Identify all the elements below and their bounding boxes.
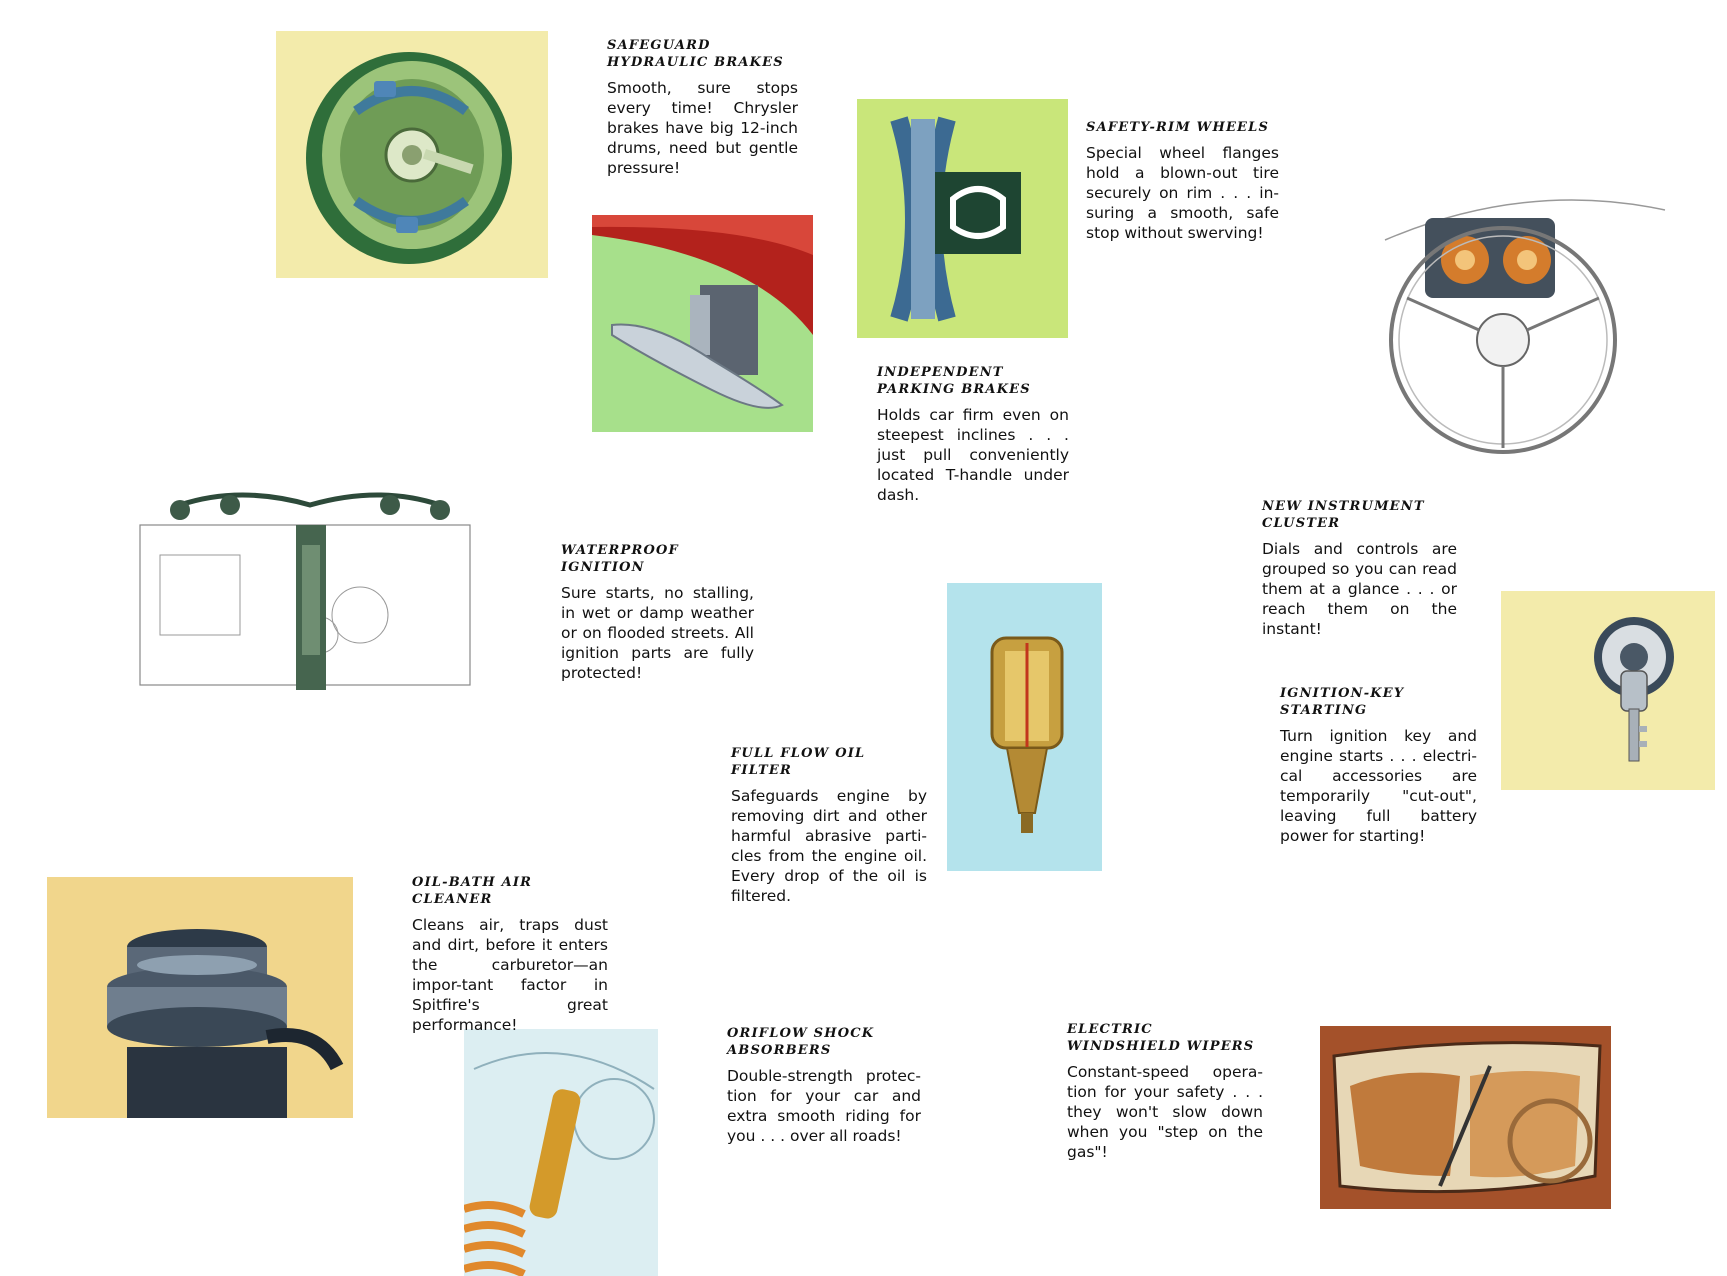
feature-full-flow-oil-filter bbox=[731, 745, 927, 906]
brake-drum-illustration bbox=[276, 31, 548, 278]
feature-title: FULL FLOW OIL FILTER bbox=[731, 746, 866, 778]
feature-oil-bath-air-cleaner bbox=[412, 874, 608, 1035]
feature-title: ORIFLOW SHOCK ABSORBERS bbox=[727, 1026, 875, 1058]
feature-title: OIL-BATH AIR CLEANER bbox=[412, 875, 533, 907]
parking-brake-illustration bbox=[592, 215, 813, 432]
feature-safety-rim-wheels bbox=[1086, 119, 1279, 243]
feature-description: Constant-speed opera-tion for your safety . . . they won't slow down when you "step on the gas"! bbox=[1067, 1063, 1263, 1161]
safety-rim-wheel-illustration bbox=[857, 99, 1068, 338]
feature-title: NEW INSTRUMENT CLUSTER bbox=[1262, 499, 1425, 531]
feature-title: ELECTRIC WINDSHIELD WIPERS bbox=[1067, 1022, 1255, 1054]
feature-description: Cleans air, traps dust and dirt, before it enters the carburetor—an impor-tant factor in Spitfire's great performance! bbox=[412, 916, 608, 1034]
feature-new-instrument-cluster bbox=[1262, 498, 1457, 639]
feature-waterproof-ignition bbox=[561, 542, 754, 683]
feature-title: SAFEGUARD HYDRAULIC BRAKES bbox=[607, 38, 784, 70]
feature-electric-windshield-wipers bbox=[1067, 1021, 1263, 1162]
feature-description: Safeguards engine by removing dirt and other harmful abrasive parti-cles from the engine oil. Every drop of the oil is filtered. bbox=[731, 787, 927, 905]
shock-absorber-illustration bbox=[464, 1029, 658, 1276]
feature-description: Holds car firm even on steepest inclines . . . just pull conveniently located T-handle under dash. bbox=[877, 406, 1069, 504]
feature-description: Special wheel flanges hold a blown-out tire securely on rim . . . in-suring a smooth, safe stop without swerving! bbox=[1086, 144, 1279, 242]
feature-independent-parking-brakes bbox=[877, 364, 1069, 505]
feature-description: Turn ignition key and engine starts . . . electri-cal accessories are temporarily "cut-out", leaving full battery power for starting! bbox=[1280, 727, 1477, 845]
windshield-wipers-illustration bbox=[1320, 1026, 1611, 1209]
instrument-cluster-illustration bbox=[1375, 180, 1675, 462]
feature-title: WATERPROOF IGNITION bbox=[561, 543, 679, 575]
feature-description: Sure starts, no stalling, in wet or damp weather or on flooded streets. All ignition parts are fully protected! bbox=[561, 584, 754, 682]
oil-filter-illustration bbox=[947, 583, 1102, 871]
waterproof-ignition-illustration bbox=[120, 465, 492, 710]
feature-ignition-key-starting bbox=[1280, 685, 1477, 846]
feature-description: Double-strength protec-tion for your car and extra smooth riding for you . . . over all roads! bbox=[727, 1067, 921, 1145]
feature-safeguard-hydraulic-brakes bbox=[607, 37, 798, 178]
feature-description: Smooth, sure stops every time! Chrysler brakes have big 12-inch drums, need but gentle pressure! bbox=[607, 79, 798, 177]
feature-oriflow-shock-absorbers bbox=[727, 1025, 921, 1146]
feature-title: IGNITION-KEY STARTING bbox=[1280, 686, 1405, 718]
feature-description: Dials and controls are grouped so you can read them at a glance . . . or reach them on the instant! bbox=[1262, 540, 1457, 638]
air-cleaner-illustration bbox=[47, 877, 353, 1118]
ignition-key-illustration bbox=[1501, 591, 1715, 790]
feature-title: INDEPENDENT PARKING BRAKES bbox=[877, 365, 1031, 397]
feature-title: SAFETY-RIM WHEELS bbox=[1086, 120, 1270, 135]
